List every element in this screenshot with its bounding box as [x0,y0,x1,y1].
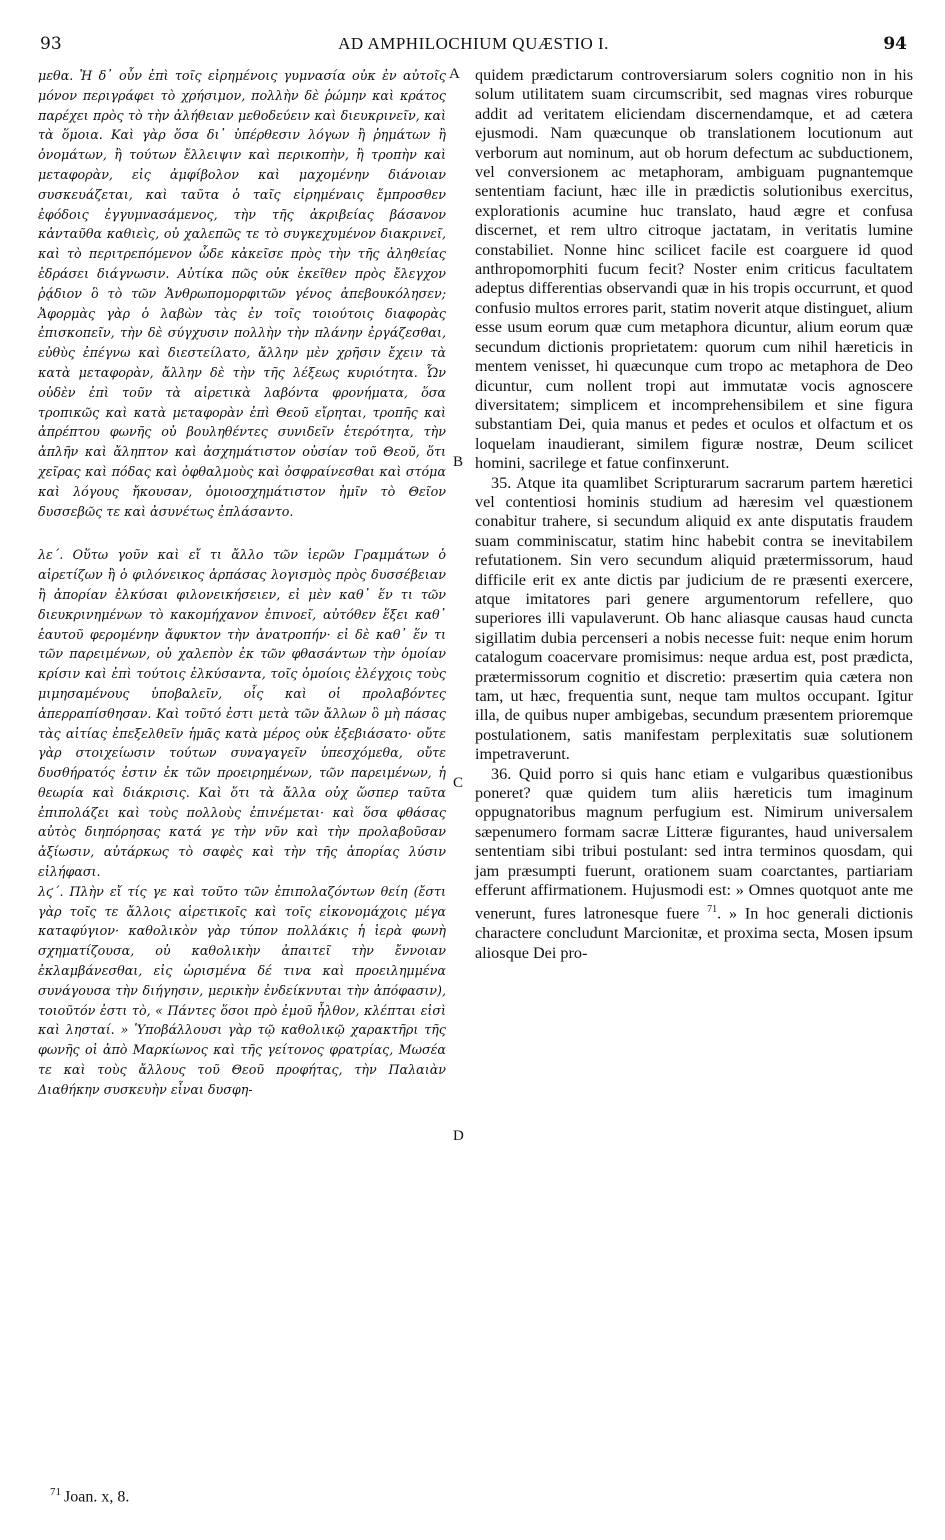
greek-column [38,66,446,1100]
latin-paragraph-36 [475,765,913,963]
margin-marker-d: D [453,1128,464,1144]
margin-marker-a: A [449,66,460,82]
latin-paragraph-35: 35. Atque ita quamlibet Scripturarum sacrarum partem hæretici vel contentiosi hominis studium ad hæresim vel quæstionem conabitur trahere, si secundum aliquid ex ante disputatis fraudem suam comminiscatur, statim hinc habebit contra se inevitabilem refutationem. Sin vero secundum aliquid prætermissorum, haud difficile erit ex ante dictis par judicium de re præsenti exercere, atque imitatores pari genere argumentorum refellere, quo superiores illi vapulaverunt. Ob hanc aliasque causas haud cuncta sigillatim dubia percenseri a nobis necesse fuit: neque enim horum catalogum coacervare promisimus: neque ardua est, post prædicta, prætermissorum cognitio et discretio: præsertim quia cætera non tam, ut hæc, frequentia sunt, neque tam multos occupant. Igitur illa, de quibus nuper ambigebas, secundum præsentem prioremque postulationem, satis manifestam perplexitatis suæ solutionem impetraverunt. [475,473,913,764]
footnote-reference: 71 [707,904,718,916]
page-header [40,34,907,58]
greek-paragraph-1: μεθα. Ἡ δ᾽ οὖν ἐπὶ τοῖς εἰρημένοις γυμνασία οὐκ ἐν αὐτοῖς μόνον περιγράφει τὸ χρήσιμον, πολλὴν δὲ ῥώμην καὶ κράτος παρέχει πρὸς τὸ τὴν ἀλήθειαν μεθοδεύειν καὶ διευκρινεῖν, καὶ τὰ ὅμοια. Καὶ γὰρ ὅσα δι᾽ ὑπέρθεσιν λόγων ἢ ῥημάτων ἢ ὀνομάτων, ἢ τούτων ἔλλειψιν καὶ περικοπὴν, ἢ τροπὴν καὶ μεταφορὰν, εἰς ἀμφίβολον καὶ μαχομένην διάνοιαν συσκευάζεται, καὶ ταῦτα ὁ ταῖς εἰρημέναις ἔμπροσθεν ἐφόδοις ἐγγυμνασάμενος, τὴν τῆς ἀκριβείας βάσανον κἀνταῦθα καθιεὶς, οὐ χαλεπῶς τε τὸ συγκεχυμένον διακρινεῖ, καὶ τὸ περιτρεπόμενον ὧδε κἀκεῖσε πρὸς τὴν τῆς ἀληθείας ἑδράσει διάγνωσιν. Αὐτίκα πῶς οὐκ ἐκεῖθεν πρὸς ἔλεγχον ῥᾴδιον ὃ τὸ τῶν Ἀνθρωπομορφιτῶν γένος ἀπεβουκόλησεν; Ἀφορμὰς γὰρ ὁ λαβὼν τὰς ἐν τοῖς τοιούτοις διαφορὰς ἐπισκοπεῖν, τὴν δὲ σύγχυσιν πολλὴν τὴν πλάνην ἐργάζεσθαι, εὐθὺς ἐπέγνω καὶ διεστείλατο, ἄλλην μὲν χρῆσιν ἔχειν τὰ κατὰ μεταφορὰν, ἄλλην δὲ τὴν τῆς λέξεως κυριότητα. Ὧν οὐδὲν ἐπὶ τοῦν τὰ αἱρετικὰ λαβόντα φρονήματα, ὅσα τροπικῶς καὶ κατὰ μεταφορὰν ἐπὶ Θεοῦ εἴρηται, τροπῆς καὶ ἀπρέπτου φωνῆς οὐ βουληθέντες συνιδεῖν ἑτερότητα, τὴν ἁπλῆν καὶ ἄληπτον καὶ ἀσχημάτιστον οὐσίαν τοῦ Θεοῦ, ὅτι χεῖρας καὶ πόδας καὶ ὀφθαλμοὺς καὶ ὀσφραίνεσθαι καὶ στόμα καὶ λόγους ἤκουσαν, ὁμοιοσχημάτιστον ἡμῖν τὸ Θεῖον δυσσεβῶς τε καὶ ἀσυνέτως ἐπλάσαντο. [38,68,446,519]
latin-column [475,66,913,963]
margin-marker-b: B [453,454,464,470]
latin-paragraph-36-text: 36. Quid porro si quis hanc etiam e vulgaribus quæstionibus poneret? quæ quidem tum aliis hæreticis tum imaginum oppugnatoribus magnum perfugium est. Nimirum universalem sæpenumero formam sacræ Litteræ figurantes, haud universalem sententiam sibi tribui postulant: sed intra terminos quosdam, qui jam præsumpti fuerunt, orationem suam coarctantes, partiariam efferunt affirmationem. Hujusmodi est: » Omnes quotquot ante me venerunt, fures latronesque fuere [475,764,913,923]
footnote-number: 71 [50,1486,61,1498]
latin-paragraph-36-text-cont: . » In hoc generali dictionis charactere concludunt Marcionitæ, et proxima secta, Mosen ipsum aliosque Dei pro- [475,904,914,962]
footnote-text: Joan. x, 8. [64,1488,130,1506]
margin-marker-c: C [453,775,464,791]
latin-paragraph-1: quidem prædictarum controversiarum solers cognitio non in his solum utilitatem suam circumscribit, sed magnas vires roburque addit ad veritatem eliciendam discernendamque, et ad cætera ejusmodi. Nam quæcunque ob translationem locutionum aut verborum aut nominum, aut ob horum defectum ac subductionem, vel conversionem ac metaphoram, ambiguam pugnantemque sententiam faciunt, hæc ille in prædictis solutionibus exercitus, explorationis acumine huc translato, haud ægre et confusa discernet, et rem ultro citroque jactatam, in veritatis lumine constabiliet. Nonne hinc scilicet facile est coarguere id quod anthropomorphiti fucum fecit? Noster enim criticus facultatem adeptus differentias observandi quæ in his tropis occurrunt, et quod confusio multos errores parit, statim noverit atque distinguet, alium esse usum eorum quæ cum metaphora dicuntur, alium eorum quæ secundum dictionis proprietatem: quorum cum nihil hæreticis in mentem venisset, hi quæcunque cum tropo ac metaphora de Deo dicuntur, cum nollent tropi aut immutatæ vocis agnoscere diversitatem; simplicem et incomprehensibilem et sine figura substantiam Dei, quia manus et pedes et oculos et olfactum et os loquelam inaudierant, similem figuræ nostræ, Deum scilicet homini, sacrilege et fatue confinxerunt. [475,66,913,473]
page-number-left: 93 [40,34,62,54]
running-head: AD AMPHILOCHIUM QUÆSTIO I. [338,34,609,53]
greek-paragraph-36: λϛ΄. Πλὴν εἴ τίς γε καὶ τοῦτο τῶν ἐπιπολαζόντων θείη (ἔστι γὰρ τοῖς τε ἄλλοις αἱρετικοῖς καὶ τοῖς εἰκονομάχοις μέγα καταφύγιον· καθολικὸν γὰρ τύπον πολλάκις ἡ ἱερὰ φωνὴ σχηματίζουσα, οὐ καθολικὴν ἀπαιτεῖ τὴν ἔννοιαν ἐκλαμβάνεσθαι, εἰς ὡρισμένα δέ τινα καὶ προειλημμένα συνάγουσα τὴν διήγησιν, μερικὴν ἐνδείκνυται τὴν ἀπόφασιν), τοιοῦτόν ἐστι τὸ, « Πάντες ὅσοι πρὸ ἐμοῦ ἦλθον, κλέπται εἰσὶ καὶ λησταί. » Ὑποβάλλουσι γὰρ τῷ καθολικῷ χαρακτῆρι τῆς φωνῆς οἱ ἀπὸ Μαρκίωνος καὶ τῆς γείτονος φρατρίας, Μωσέα τε καὶ τοὺς ἄλλους τοῦ Θεοῦ προφήτας, τὴν Παλαιὰν Διαθήκην συσκευὴν εἶναι δυσφη- [38,883,446,1097]
greek-paragraph-35: λε΄. Οὕτω γοῦν καὶ εἴ τι ἄλλο τῶν ἱερῶν Γραμμάτων ὁ αἱρετίζων ἢ ὁ φιλόνεικος ἁρπάσας λογισμὸς πρὸς δυσσέβειαν ἢ ἀπορίαν ἑλκύσαι φιλονεικήσειεν, εἰ μὲν καθ᾽ ἕν τι τῶν διευκρινημένων τὸ κακομήχανον ἐπινοεῖ, αὐτόθεν ἕξει καθ᾽ ἑαυτοῦ φερομένην ἄφυκτον τὴν ἀνατροπήν· εἰ δὲ καθ᾽ ἕν τι τῶν παρειμένων, οὐ χαλεπὸν ἐκ τῶν φθασάντων τὴν ὁμοίαν κρίσιν καὶ ἐπὶ τούτοις ἑλκύσαντα, τοῖς ὁμοίοις ἐλέγχοις τοὺς μιμησαμένους ὑποβαλεῖν, οἷς καὶ οἱ προλαβόντες ἀπερραπίσθησαν. Καὶ τοῦτό ἐστι μετὰ τῶν ἄλλων ὃ μὴ πάσας τὰς αἰτίας ἐπεξελθεῖν ἡμᾶς κατὰ μέρος οὐκ ἐξεβιάσατο· οὔτε γὰρ στοιχείωσιν τούτων συναγαγεῖν ὑπεσχόμεθα, οὔτε δυσθήρατός ἐστιν ἐκ τῶν προειρημένων, τῶν παρειμένων, ἡ θεωρία καὶ διάκρισις. Καὶ ὅτι τὰ ἄλλα οὐχ ὥσπερ ταῦτα ἐπιπολάζει καὶ τοὺς πολλοὺς ἐπινέμεται· καὶ ὅσα φθάσας αὐτὸς διηπόρησας κατά γε τὴν νῦν καὶ τὴν προλαβοῦσαν ἀξίωσιν, αὐτάρκως τὸ σαφὲς καὶ τὴν τῆς ἀπορίας λύσιν εἰλήφασι. [38,547,446,880]
footnote [50,1486,129,1506]
page-number-right: 94 [883,34,907,54]
